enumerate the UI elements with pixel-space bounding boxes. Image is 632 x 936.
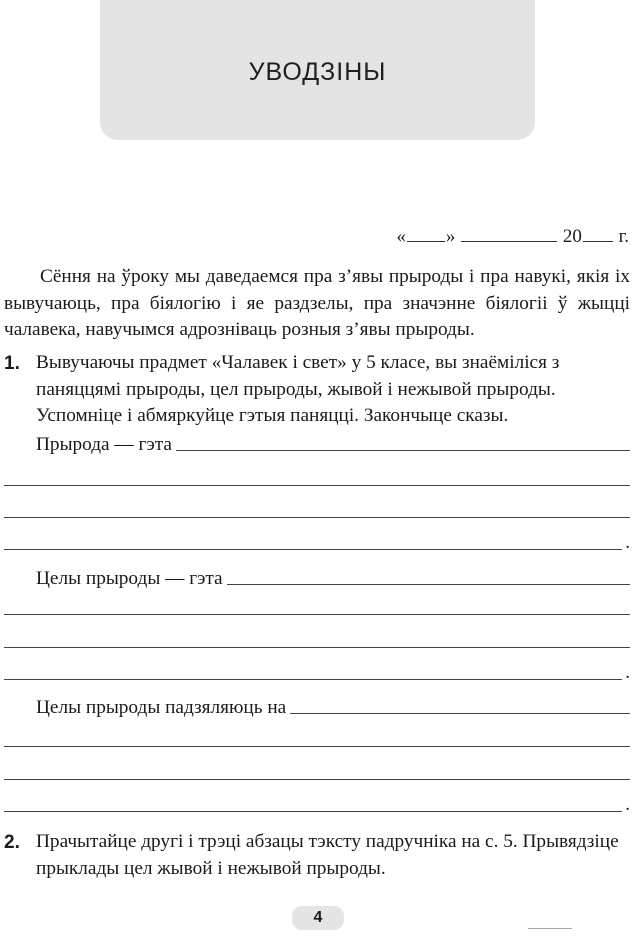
- answer-line[interactable]: [4, 485, 630, 486]
- chapter-title: УВОДЗІНЫ: [248, 58, 387, 86]
- line-end-dot: .: [625, 532, 630, 553]
- prompt-bodies-label: Целы прыроды — гэта: [36, 568, 223, 589]
- answer-line[interactable]: [4, 614, 630, 615]
- answer-line[interactable]: [4, 746, 630, 747]
- prompt-division-label: Целы прыроды падзяляюць на: [36, 697, 287, 718]
- answer-line[interactable]: [4, 679, 622, 680]
- answer-line[interactable]: [4, 549, 622, 550]
- month-blank[interactable]: [461, 240, 557, 242]
- task-1-number: 1.: [4, 353, 20, 374]
- answer-line[interactable]: [4, 811, 622, 812]
- year-blank[interactable]: [583, 240, 613, 242]
- prompt-division: [36, 693, 630, 719]
- answer-line[interactable]: [4, 779, 630, 780]
- task-2-text: Прачытайце другі і трэці абзацы тэксту падручніка на с. 5. Прывядзіце прыклады цел жывой і нежывой прыроды.: [36, 831, 619, 879]
- intro-paragraph: Сёння на ўроку мы даведаемся пра з’явы прыроды і пра навукі, якія іх вывучаюць, пра біялогію і яе раздзелы, пра значэнне біялогіі ў жыцці чалавека, навучымся адрозніваць розныя з’явы прыроды.: [4, 266, 630, 340]
- prompt-nature-label: Прырода — гэта: [36, 434, 172, 455]
- answer-line[interactable]: [4, 647, 630, 648]
- prompt-nature-blank[interactable]: [176, 449, 630, 451]
- page-number: 4: [292, 906, 344, 930]
- task-1-text: Вывучаючы прадмет «Чалавек і свет» у 5 класе, вы знаёміліся з паняццямі прыроды, цел прыроды, жывой і нежывой прыроды. Успомніце і абмяркуйце гэтыя паняцці. Закончыце сказы.: [36, 352, 560, 426]
- task-2-number: 2.: [4, 832, 20, 853]
- day-blank[interactable]: [407, 240, 445, 242]
- prompt-division-blank[interactable]: [290, 712, 630, 714]
- prompt-nature: [36, 430, 630, 456]
- date-field: « » 20 г.: [396, 226, 629, 247]
- footer-rule: [528, 928, 572, 929]
- answer-line[interactable]: [4, 517, 630, 518]
- line-end-dot: .: [625, 662, 630, 683]
- chapter-header: [100, 0, 535, 140]
- prompt-bodies-blank[interactable]: [227, 583, 630, 585]
- prompt-bodies: [36, 564, 630, 590]
- line-end-dot: .: [625, 794, 630, 815]
